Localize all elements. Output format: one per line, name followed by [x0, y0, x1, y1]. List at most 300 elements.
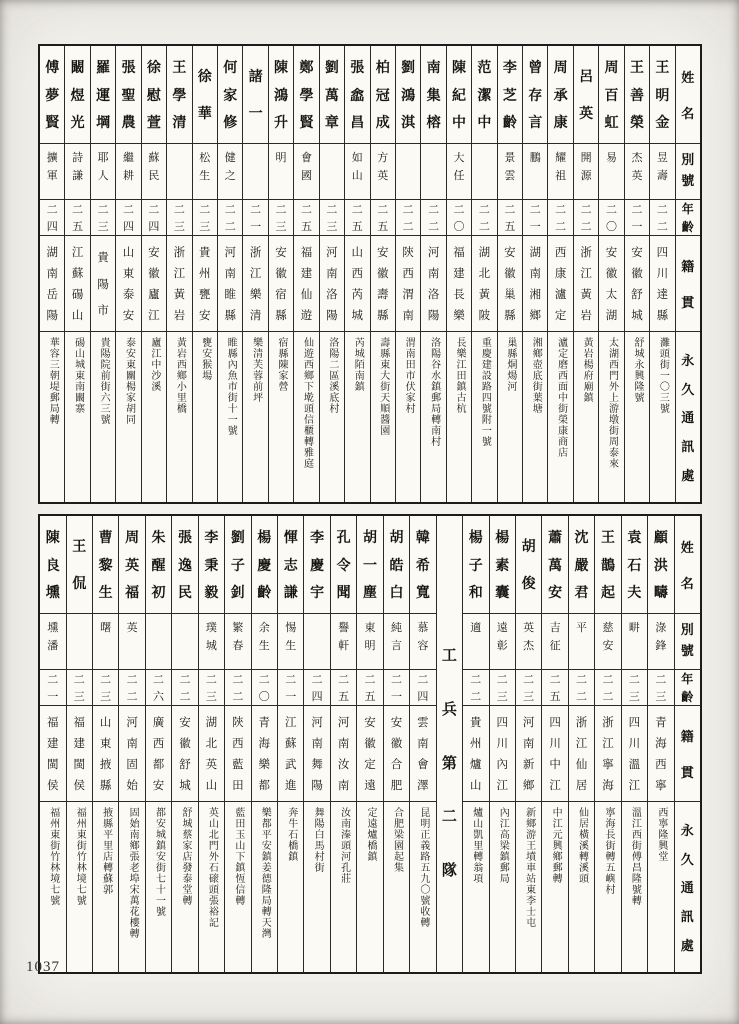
person-name: 曾 存 言	[523, 46, 547, 144]
person-native-place: 陝 西 藍 田	[225, 706, 250, 802]
person-column	[145, 516, 171, 972]
person-column	[383, 516, 409, 972]
person-column	[649, 46, 674, 502]
person-age: 二 二	[595, 670, 620, 706]
person-age: 二 二	[218, 200, 242, 236]
person-column	[92, 516, 118, 972]
person-age: 二 三	[269, 200, 293, 236]
person-name: 徐 華	[193, 46, 217, 144]
person-alias: 耀 祖	[548, 144, 572, 200]
person-column	[66, 516, 92, 972]
person-age: 二 三	[93, 670, 118, 706]
person-name: 顧 洪 疇	[648, 516, 673, 614]
person-address: 寧海長街轉五嶼村	[602, 807, 614, 895]
person-address: 壽縣東大街天順醬園	[377, 337, 389, 436]
person-alias: 昱 壽	[650, 144, 674, 200]
person-address: 黃岩西鄉小里橋	[174, 337, 186, 414]
person-age: 二 一	[384, 670, 409, 706]
person-native-place: 河 南 舞 陽	[304, 706, 329, 802]
person-native-place: 河 南 洛 陽	[320, 236, 344, 332]
person-native-place: 河 南 固 始	[119, 706, 144, 802]
person-name: 袁 石 夫	[622, 516, 647, 614]
person-native-place: 河 南 新 鄉	[516, 706, 541, 802]
roster-table-bottom	[38, 514, 702, 974]
person-name: 李 芝 齡	[498, 46, 522, 144]
person-native-place: 四 川 達 縣	[650, 236, 674, 332]
person-name: 陳 良 壎	[40, 516, 65, 614]
person-address: 中江元興鄉郵轉	[550, 807, 562, 884]
person-age: 二 五	[357, 670, 382, 706]
person-age: 二 二	[463, 670, 488, 706]
person-address: 湘鄉壺底街葉塘	[530, 337, 542, 414]
person-name: 周 百 虹	[599, 46, 623, 144]
person-age: 二 三	[91, 200, 115, 236]
person-native-place: 福 建 閩 侯	[40, 706, 65, 802]
person-column	[497, 46, 522, 502]
person-name: 楊 素 囊	[490, 516, 515, 614]
person-name: 柏 冠 成	[371, 46, 395, 144]
person-column	[166, 46, 191, 502]
person-age: 二 三	[320, 200, 344, 236]
person-age: 二 五	[371, 200, 395, 236]
person-address: 長樂江田鎮古杭	[453, 337, 465, 414]
person-column	[547, 46, 572, 502]
person-native-place: 湖 北 英 山	[199, 706, 224, 802]
person-alias	[146, 614, 171, 670]
person-name: 徐 慰 萱	[142, 46, 166, 144]
person-name: 李 慶 宇	[304, 516, 329, 614]
person-column	[344, 46, 369, 502]
person-native-place: 河 南 洛 陽	[421, 236, 445, 332]
person-age: 二 二	[421, 200, 445, 236]
person-name: 王 侃	[67, 516, 92, 614]
roster-table-top	[38, 44, 702, 504]
unit-label: 工 兵 第 二 隊	[441, 648, 457, 879]
person-native-place: 河 南 睢 縣	[218, 236, 242, 332]
person-native-place: 湖 南 岳 陽	[40, 236, 64, 332]
person-column	[409, 516, 435, 972]
person-address: 掖縣平里店轉蘇郭	[100, 807, 112, 895]
person-native-place: 貴 陽 市	[91, 236, 115, 332]
person-address: 甕安猴場	[199, 337, 211, 381]
person-address: 奔牛石橋鎮	[285, 807, 297, 862]
person-native-place: 安 徽 舒 城	[625, 236, 649, 332]
person-name: 周 承 康	[548, 46, 572, 144]
person-name: 王 善 榮	[625, 46, 649, 144]
person-column	[198, 516, 224, 972]
person-age: 二 五	[542, 670, 567, 706]
person-address: 新鄉游王墳車站東李士屯	[523, 807, 535, 928]
person-native-place: 貴 州 甕 安	[193, 236, 217, 332]
person-native-place: 福 建 仙 遊	[294, 236, 318, 332]
person-age: 二 三	[516, 670, 541, 706]
person-column	[40, 46, 64, 502]
person-address: 洛陽二區溪底村	[326, 337, 338, 414]
person-name: 南 集 榕	[421, 46, 445, 144]
person-name: 李 秉 毅	[199, 516, 224, 614]
person-column	[624, 46, 649, 502]
row-label-alias: 別 號	[676, 144, 700, 200]
person-address: 泰安東關楊家胡同	[123, 337, 135, 425]
person-age: 二 一	[40, 670, 65, 706]
person-alias	[243, 144, 267, 200]
person-column	[395, 46, 420, 502]
person-name: 蕭 萬 安	[542, 516, 567, 614]
person-native-place: 安 徽 宿 縣	[269, 236, 293, 332]
person-alias: 詩 謙	[65, 144, 89, 200]
person-column	[515, 516, 541, 972]
person-native-place: 河 南 汝 南	[331, 706, 356, 802]
person-age: 二 一	[625, 200, 649, 236]
person-column	[251, 516, 277, 972]
person-age: 二 二	[119, 670, 144, 706]
person-alias: 英 杰	[516, 614, 541, 670]
row-label-native: 籍 貫	[676, 236, 700, 332]
page-number: 1037	[26, 959, 60, 975]
person-name: 羅 運 堈	[91, 46, 115, 144]
person-column	[356, 516, 382, 972]
person-column	[40, 516, 65, 972]
person-alias: 鵬	[523, 144, 547, 200]
person-address: 宿縣陳家營	[276, 337, 288, 392]
person-address: 碭山城東南闞寨	[72, 337, 84, 414]
person-address: 西寧隆興堂	[655, 807, 667, 862]
person-native-place: 福 建 閩 侯	[67, 706, 92, 802]
person-age: 二 三	[67, 670, 92, 706]
person-age: 二 一	[243, 200, 267, 236]
row-label-native: 籍 貫	[675, 706, 700, 802]
person-age: 二 二	[472, 200, 496, 236]
person-column	[621, 516, 647, 972]
person-address: 合肥梁園起集	[391, 807, 403, 873]
person-name: 王 明 金	[650, 46, 674, 144]
row-label-name: 姓 名	[676, 46, 700, 144]
person-column	[115, 46, 140, 502]
person-age: 二 〇	[252, 670, 277, 706]
person-alias: 慕 容	[410, 614, 435, 670]
person-address: 仙遊西鄉下墘頭信櫃轉雅庭	[301, 337, 313, 469]
person-column	[293, 46, 318, 502]
person-name: 傅 夢 賢	[40, 46, 64, 144]
person-name: 鄭 學 賢	[294, 46, 318, 144]
person-alias: 惕 生	[278, 614, 303, 670]
person-column	[64, 46, 89, 502]
person-column	[446, 46, 471, 502]
person-column	[330, 516, 356, 972]
person-address: 汝南溱頭河孔莊	[338, 807, 350, 884]
person-name: 劉 萬 章	[320, 46, 344, 144]
person-alias: 大 任	[447, 144, 471, 200]
person-name: 周 英 福	[119, 516, 144, 614]
person-age: 二 二	[225, 670, 250, 706]
person-address: 爐山凱里轉翁項	[470, 807, 482, 884]
row-label-name: 姓 名	[675, 516, 700, 614]
person-alias: 蘇 民	[142, 144, 166, 200]
person-address: 英山北門外石磙頭張裕記	[206, 807, 218, 928]
person-native-place: 安 徽 太 湖	[599, 236, 623, 332]
person-alias: 明	[269, 144, 293, 200]
person-native-place: 青 海 樂 都	[252, 706, 277, 802]
person-native-place: 江 蘇 碭 山	[65, 236, 89, 332]
person-address: 貴陽院前街六三號	[98, 337, 110, 425]
person-native-place: 山 東 掖 縣	[93, 706, 118, 802]
person-age: 二 五	[345, 200, 369, 236]
person-address: 舒城永興隆號	[631, 337, 643, 403]
person-native-place: 陝 西 渭 南	[396, 236, 420, 332]
person-alias: 畊	[622, 614, 647, 670]
person-column	[242, 46, 267, 502]
person-age: 二 二	[569, 670, 594, 706]
person-name: 楊 子 和	[463, 516, 488, 614]
person-alias	[472, 144, 496, 200]
person-name: 劉 鴻 淇	[396, 46, 420, 144]
person-age: 二 五	[294, 200, 318, 236]
person-name: 王 鵲 起	[595, 516, 620, 614]
person-native-place: 雲 南 會 澤	[410, 706, 435, 802]
person-native-place: 四 川 溫 江	[622, 706, 647, 802]
person-name: 孔 令 聞	[331, 516, 356, 614]
row-label-age: 年 齡	[676, 200, 700, 236]
person-alias: 擴 軍	[40, 144, 64, 200]
person-native-place: 浙 江 黃 岩	[574, 236, 598, 332]
person-address: 藍田玉山下鎮恆信轉	[232, 807, 244, 906]
person-age: 二 四	[116, 200, 140, 236]
person-alias: 壎 潘	[40, 614, 65, 670]
person-address: 昆明正義路五九〇號收轉	[417, 807, 429, 928]
tables-area	[38, 44, 702, 974]
person-name: 楊 慶 齡	[252, 516, 277, 614]
person-age: 二 三	[490, 670, 515, 706]
row-label-alias: 別 號	[675, 614, 700, 670]
person-age: 二 六	[146, 670, 171, 706]
person-name: 惲 志 謙	[278, 516, 303, 614]
person-address: 固始南鄉張老埠宋萬花樓轉	[127, 807, 139, 939]
person-address: 樂都平安鎮姜德隆局轉天灣	[259, 807, 271, 939]
person-alias: 適	[463, 614, 488, 670]
person-address: 芮城陌南鎮	[352, 337, 364, 392]
person-address: 太湖西門外上游墩街周泰來	[606, 337, 618, 469]
person-address: 重慶建設路四號附一號	[479, 337, 491, 447]
person-alias	[172, 614, 197, 670]
person-alias	[396, 144, 420, 200]
person-alias: 方 英	[371, 144, 395, 200]
person-native-place: 湖 北 黃 陂	[472, 236, 496, 332]
person-address: 樂清芙蓉前坪	[250, 337, 262, 403]
person-name: 陳 鴻 升	[269, 46, 293, 144]
row-label-addr: 永 久 通 訊 處	[680, 822, 694, 954]
person-address: 舞陽白馬村街	[312, 807, 324, 873]
person-age: 二 四	[304, 670, 329, 706]
person-name: 沈 嚴 君	[569, 516, 594, 614]
person-alias: 遠 彰	[490, 614, 515, 670]
person-column	[171, 516, 197, 972]
person-address: 福州東街竹林境七號	[74, 807, 86, 906]
person-alias: 英	[119, 614, 144, 670]
person-age: 二 二	[396, 200, 420, 236]
person-age: 二 〇	[599, 200, 623, 236]
person-name: 何 家 修	[218, 46, 242, 144]
person-age: 二 四	[410, 670, 435, 706]
person-address: 渭南田市伏家村	[403, 337, 415, 414]
person-name: 胡 一 塵	[357, 516, 382, 614]
person-column	[573, 46, 598, 502]
person-native-place: 安 徽 合 肥	[384, 706, 409, 802]
person-column	[118, 516, 144, 972]
person-native-place: 四 川 內 江	[490, 706, 515, 802]
person-name: 張 逸 民	[172, 516, 197, 614]
person-address: 華容三朝堤郵局轉	[47, 337, 59, 425]
person-alias: 平	[569, 614, 594, 670]
person-address: 瀘定磨西面中街榮康商店	[555, 337, 567, 458]
person-column	[568, 516, 594, 972]
person-name: 朱 醒 初	[146, 516, 171, 614]
person-age: 二 四	[142, 200, 166, 236]
person-native-place: 山 東 泰 安	[116, 236, 140, 332]
person-name: 范 潔 中	[472, 46, 496, 144]
person-address: 定遠爐橋鎮	[365, 807, 377, 862]
person-column	[647, 516, 673, 972]
person-column	[217, 46, 242, 502]
person-name: 曹 黎 生	[93, 516, 118, 614]
person-name: 王 學 清	[167, 46, 191, 144]
person-native-place: 安 徽 定 遠	[357, 706, 382, 802]
person-alias: 健 之	[218, 144, 242, 200]
person-address: 洛陽谷水鎮郵局轉南村	[428, 337, 440, 447]
person-column	[489, 516, 515, 972]
person-alias: 杰 英	[625, 144, 649, 200]
person-name: 闞 煜 光	[65, 46, 89, 144]
person-address: 仙居橫溪轉溪頭	[576, 807, 588, 884]
person-alias	[320, 144, 344, 200]
person-native-place: 湖 南 湘 鄉	[523, 236, 547, 332]
person-age: 二 三	[622, 670, 647, 706]
person-alias: 慈 安	[595, 614, 620, 670]
person-column	[462, 516, 488, 972]
person-alias: 譽 軒	[331, 614, 356, 670]
person-native-place: 安 徽 廬 江	[142, 236, 166, 332]
person-alias: 純 言	[384, 614, 409, 670]
person-column	[277, 516, 303, 972]
person-address: 廬江中沙溪	[148, 337, 160, 392]
row-label-addr: 永 久 通 訊 處	[681, 352, 695, 484]
row-label-column	[675, 46, 700, 502]
person-name: 胡 皓 白	[384, 516, 409, 614]
person-column	[594, 516, 620, 972]
person-native-place: 青 海 西 寧	[648, 706, 673, 802]
row-label-age: 年 齡	[675, 670, 700, 706]
person-alias: 耶 人	[91, 144, 115, 200]
person-age: 二 二	[172, 670, 197, 706]
person-address: 黃岩楊府廟鎮	[581, 337, 593, 403]
row-label-column	[674, 516, 700, 972]
person-alias: 開 源	[574, 144, 598, 200]
person-age: 二 三	[199, 670, 224, 706]
person-alias: 璞 城	[199, 614, 224, 670]
person-age: 二 〇	[447, 200, 471, 236]
person-alias	[67, 614, 92, 670]
person-column	[471, 46, 496, 502]
person-age: 二 二	[574, 200, 598, 236]
person-native-place: 西 康 瀘 定	[548, 236, 572, 332]
person-address: 巢縣烔煬河	[504, 337, 516, 392]
person-alias: 東 明	[357, 614, 382, 670]
person-native-place: 江 蘇 武 進	[278, 706, 303, 802]
person-address: 都安城鎮安街七十一號	[153, 807, 165, 917]
person-alias: 吉 征	[542, 614, 567, 670]
person-age: 二 一	[278, 670, 303, 706]
person-alias: 淥 鋒	[648, 614, 673, 670]
person-name: 韓 希 寬	[410, 516, 435, 614]
person-name: 胡 俊	[516, 516, 541, 614]
person-native-place: 安 徽 巢 縣	[498, 236, 522, 332]
person-age: 二 五	[331, 670, 356, 706]
person-address: 福州東街竹林境七號	[47, 807, 59, 906]
person-age: 二 二	[548, 200, 572, 236]
person-native-place: 貴 州 爐 山	[463, 706, 488, 802]
person-column	[522, 46, 547, 502]
person-age: 二 三	[167, 200, 191, 236]
person-age: 二 四	[40, 200, 64, 236]
person-column	[90, 46, 115, 502]
person-column	[141, 46, 166, 502]
person-address: 睢縣內魚市街十一號	[225, 337, 237, 436]
person-column	[268, 46, 293, 502]
person-column	[224, 516, 250, 972]
person-address: 舒城蔡家店發泰堂轉	[179, 807, 191, 906]
person-age: 二 二	[650, 200, 674, 236]
person-alias	[304, 614, 329, 670]
person-column	[303, 516, 329, 972]
person-address: 灘頭街一〇三號	[657, 337, 669, 414]
person-alias: 會 國	[294, 144, 318, 200]
person-native-place: 安 徽 壽 縣	[371, 236, 395, 332]
person-native-place: 浙 江 樂 清	[243, 236, 267, 332]
unit-column	[436, 516, 462, 972]
person-address: 溫江西街傅昌隆號轉	[629, 807, 641, 906]
person-alias: 松 生	[193, 144, 217, 200]
person-alias: 曙	[93, 614, 118, 670]
person-alias	[167, 144, 191, 200]
person-column	[420, 46, 445, 502]
person-name: 張 嵞 昌	[345, 46, 369, 144]
person-native-place: 安 徽 舒 城	[172, 706, 197, 802]
person-column	[192, 46, 217, 502]
person-name: 呂 英	[574, 46, 598, 144]
person-native-place: 廣 西 都 安	[146, 706, 171, 802]
person-alias	[421, 144, 445, 200]
person-native-place: 四 川 中 江	[542, 706, 567, 802]
person-age: 二 三	[193, 200, 217, 236]
person-age: 二 五	[498, 200, 522, 236]
person-column	[319, 46, 344, 502]
person-name: 劉 子 釗	[225, 516, 250, 614]
person-age: 二 五	[65, 200, 89, 236]
person-age: 二 三	[648, 670, 673, 706]
person-alias: 繁 春	[225, 614, 250, 670]
person-column	[598, 46, 623, 502]
person-name: 諸 一	[243, 46, 267, 144]
person-native-place: 山 西 芮 城	[345, 236, 369, 332]
person-native-place: 福 建 長 樂	[447, 236, 471, 332]
person-native-place: 浙 江 黃 岩	[167, 236, 191, 332]
person-alias: 景 雲	[498, 144, 522, 200]
person-name: 張 聖 農	[116, 46, 140, 144]
person-column	[541, 516, 567, 972]
person-alias: 易	[599, 144, 623, 200]
person-column	[370, 46, 395, 502]
person-alias: 繼 耕	[116, 144, 140, 200]
person-age: 二 一	[523, 200, 547, 236]
